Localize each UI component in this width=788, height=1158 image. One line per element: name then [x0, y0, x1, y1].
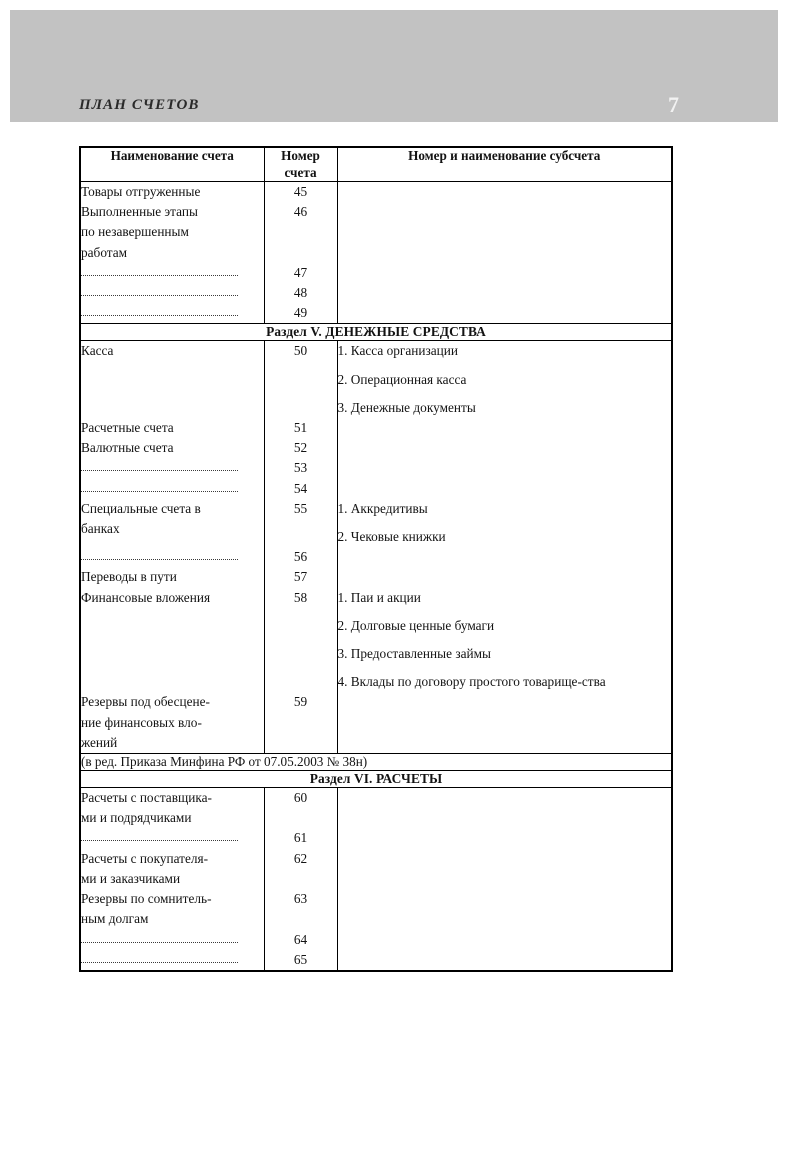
table-row [80, 418, 672, 438]
account-name-line: Резервы под обесцене- [81, 694, 210, 710]
chart-of-accounts-table-wrapper [79, 146, 671, 972]
subaccount-item: 1. Паи и акции [337, 589, 421, 605]
cell-account-name [80, 458, 264, 478]
table-header [80, 147, 672, 182]
subaccount-item: 2. Операционная касса [337, 371, 467, 387]
table-row [80, 303, 672, 324]
table-row [80, 458, 672, 478]
cell-subaccounts [337, 588, 672, 693]
cell-account-number: 49 [264, 303, 337, 324]
cell-account-number: 57 [264, 567, 337, 587]
account-name-line: Расчеты с покупателя- [81, 850, 209, 866]
cell-subaccounts [337, 828, 672, 848]
section-banner-row [80, 324, 672, 341]
table-row [80, 788, 672, 829]
table-body [80, 182, 672, 971]
cell-account-number: 50 [264, 341, 337, 418]
table-row [80, 438, 672, 458]
table-row [80, 479, 672, 499]
account-name-line: Переводы в пути [81, 569, 177, 585]
cell-account-number: 53 [264, 458, 337, 478]
column-header-account-number-line1: Номер [281, 148, 320, 163]
cell-account-number: 65 [264, 950, 337, 971]
cell-account-name [80, 930, 264, 950]
cell-account-number: 52 [264, 438, 337, 458]
cell-account-number: 48 [264, 283, 337, 303]
section-title: Раздел V. ДЕНЕЖНЫЕ СРЕДСТВА [80, 324, 672, 341]
table-row [80, 692, 672, 753]
page-number: 7 [668, 92, 679, 117]
cell-account-name [80, 479, 264, 499]
account-name-line: по незавершенным [81, 224, 189, 240]
cell-subaccounts [337, 283, 672, 303]
dotted-leader [81, 942, 238, 943]
dotted-leader [81, 491, 238, 492]
table-row [80, 202, 672, 263]
subaccount-item: 3. Предоставленные займы [337, 646, 491, 662]
table-row [80, 889, 672, 929]
cell-account-number: 64 [264, 930, 337, 950]
cell-account-number: 61 [264, 828, 337, 848]
cell-subaccounts [337, 788, 672, 829]
cell-account-name [80, 202, 264, 263]
table-row [80, 567, 672, 587]
cell-account-name [80, 692, 264, 753]
cell-account-name [80, 341, 264, 418]
running-head-band [10, 10, 778, 122]
cell-subaccounts [337, 479, 672, 499]
column-header-subaccount: Номер и наименование субсчета [337, 147, 672, 182]
cell-account-number: 51 [264, 418, 337, 438]
running-head-title: ПЛАН СЧЕТОВ [79, 97, 200, 113]
cell-account-name [80, 438, 264, 458]
cell-account-name [80, 588, 264, 693]
cell-account-name [80, 547, 264, 567]
editorial-note-row [80, 754, 672, 771]
cell-account-name [80, 182, 264, 203]
subaccount-item: 3. Денежные документы [337, 399, 476, 415]
cell-account-number: 58 [264, 588, 337, 693]
account-name-line: Валютные счета [81, 440, 174, 456]
table-row [80, 828, 672, 848]
account-name-line: ми и подрядчиками [81, 810, 192, 826]
cell-account-name [80, 283, 264, 303]
account-name-line: Финансовые вложения [81, 589, 211, 605]
cell-subaccounts [337, 567, 672, 587]
cell-account-number: 46 [264, 202, 337, 263]
subaccount-list [338, 499, 672, 547]
cell-subaccounts [337, 303, 672, 324]
cell-account-number: 45 [264, 182, 337, 203]
subaccount-list [338, 341, 672, 418]
cell-subaccounts [337, 438, 672, 458]
subaccount-item: 2. Чековые книжки [337, 529, 446, 545]
cell-subaccounts [337, 930, 672, 950]
cell-account-name [80, 567, 264, 587]
cell-account-name [80, 499, 264, 547]
table-row [80, 547, 672, 567]
column-header-account-name: Наименование счета [80, 147, 264, 182]
account-name-line: жений [81, 734, 118, 750]
subaccount-item: 1. Аккредитивы [337, 500, 428, 516]
account-name-line: ми и заказчиками [81, 870, 181, 886]
table-row [80, 499, 672, 547]
account-name-line: Расчетные счета [81, 420, 174, 436]
account-name-line: Расчеты с поставщика- [81, 790, 212, 806]
cell-subaccounts [337, 341, 672, 418]
cell-account-number: 54 [264, 479, 337, 499]
cell-account-number: 55 [264, 499, 337, 547]
cell-account-number: 63 [264, 889, 337, 929]
account-name-line: ние финансовых вло- [81, 714, 202, 730]
cell-subaccounts [337, 499, 672, 547]
dotted-leader [81, 840, 238, 841]
cell-subaccounts [337, 458, 672, 478]
cell-subaccounts [337, 418, 672, 438]
table-row [80, 341, 672, 418]
cell-account-name [80, 849, 264, 889]
account-name-line: Специальные счета в [81, 500, 201, 516]
cell-account-number: 56 [264, 547, 337, 567]
cell-subaccounts [337, 849, 672, 889]
subaccount-item: 2. Долговые ценные бумаги [337, 617, 495, 633]
dotted-leader [81, 315, 238, 316]
account-name-line: Товары отгруженные [81, 184, 201, 199]
cell-account-number: 60 [264, 788, 337, 829]
section-title: Раздел VI. РАСЧЕТЫ [80, 771, 672, 788]
cell-subaccounts [337, 547, 672, 567]
cell-subaccounts [337, 202, 672, 263]
cell-account-name [80, 828, 264, 848]
cell-account-name [80, 418, 264, 438]
column-header-account-number-line2: счета [284, 164, 317, 180]
cell-subaccounts [337, 182, 672, 203]
dotted-leader [81, 470, 238, 471]
table-row [80, 588, 672, 693]
cell-subaccounts [337, 950, 672, 971]
section-banner-row [80, 771, 672, 788]
account-name-line: Резервы по сомнитель- [81, 891, 212, 907]
account-name-line: банках [81, 521, 120, 537]
cell-account-name [80, 303, 264, 324]
cell-account-name [80, 788, 264, 829]
table-row [80, 283, 672, 303]
cell-account-number: 62 [264, 849, 337, 889]
cell-account-name [80, 263, 264, 283]
dotted-leader [81, 962, 238, 963]
table-row [80, 263, 672, 283]
account-name-line: Касса [81, 343, 114, 359]
editorial-note: (в ред. Приказа Минфина РФ от 07.05.2003 № 38н) [80, 754, 672, 771]
table-row [80, 930, 672, 950]
account-name-line: работам [81, 244, 128, 260]
table-header-row [80, 147, 672, 182]
dotted-leader [81, 275, 238, 276]
account-name-line: Выполненные этапы [81, 204, 198, 220]
cell-account-name [80, 889, 264, 929]
table-row [80, 950, 672, 971]
cell-subaccounts [337, 692, 672, 753]
cell-subaccounts [337, 263, 672, 283]
table-row [80, 182, 672, 203]
cell-account-number: 59 [264, 692, 337, 753]
cell-account-name [80, 950, 264, 971]
chart-of-accounts-table [79, 146, 673, 972]
cell-subaccounts [337, 889, 672, 929]
subaccount-item: 4. Вклады по договору простого товарище-ства [337, 674, 606, 690]
cell-account-number: 47 [264, 263, 337, 283]
dotted-leader [81, 559, 238, 560]
dotted-leader [81, 295, 238, 296]
subaccount-list [338, 588, 672, 693]
column-header-account-number [264, 147, 337, 182]
account-name-line: ным долгам [81, 911, 149, 927]
subaccount-item: 1. Касса организации [337, 343, 458, 359]
table-row [80, 849, 672, 889]
